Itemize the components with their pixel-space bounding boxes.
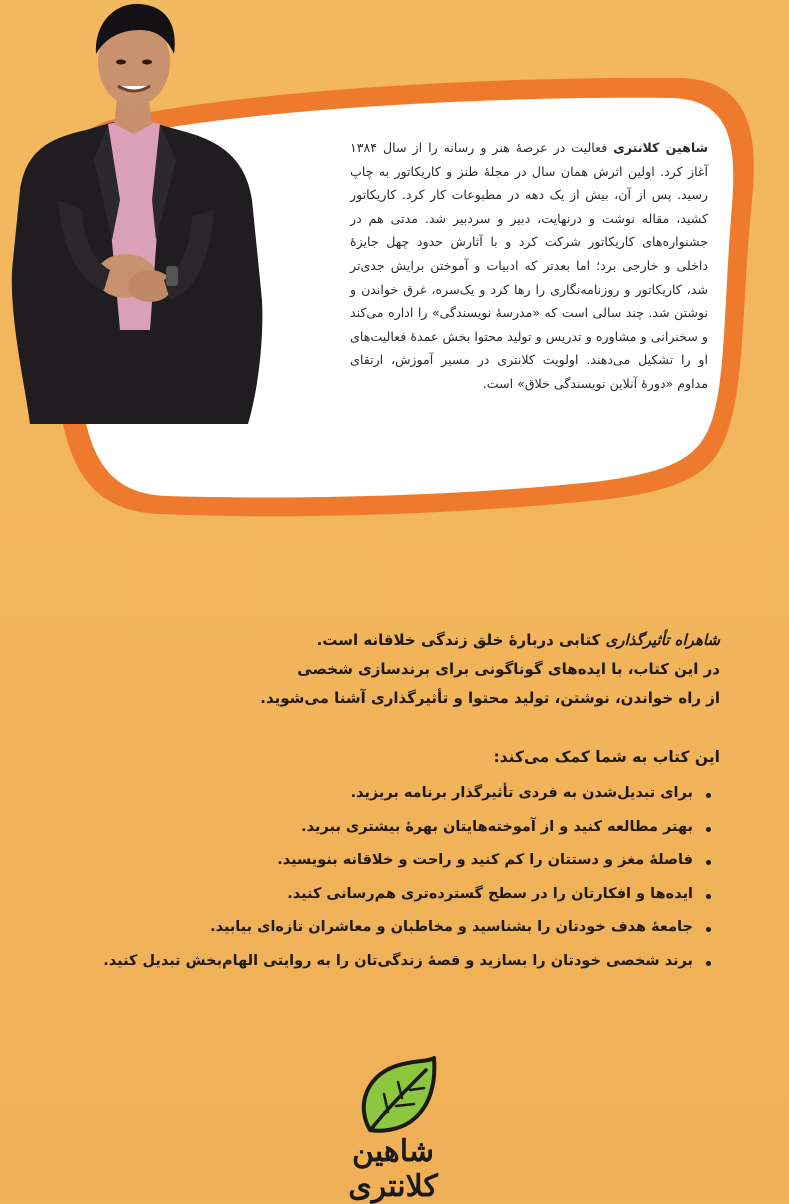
bio-card	[0, 0, 789, 560]
bullet-icon	[706, 793, 711, 798]
description-line-1	[80, 626, 720, 655]
bullet-icon	[706, 961, 711, 966]
author-bio	[350, 136, 708, 396]
list-item	[60, 851, 715, 869]
author-portrait	[0, 0, 270, 424]
list-item-text: جامعهٔ هدف خودتان را بشناسید و مخاطبان و معاشران تازه‌ای بیابید.	[210, 919, 693, 936]
book-description	[80, 626, 720, 713]
list-item	[60, 784, 715, 802]
author-name: شاهین کلانتری	[613, 140, 709, 155]
list-item-text: برند شخصی خودتان را بسازید و قصهٔ زندگی‌تان را به روایتی الهام‌بخش تبدیل کنید.	[103, 952, 693, 969]
list-item-text: ایده‌ها و افکارتان را در سطح گسترده‌تری هم‌رسانی کنید.	[287, 885, 693, 902]
list-item	[60, 918, 715, 936]
bullet-icon	[706, 827, 711, 832]
bullet-icon	[706, 927, 711, 932]
helps-heading: این کتاب به شما کمک می‌کند:	[493, 748, 720, 766]
logo-text: شاهین کلانتری	[348, 1134, 438, 1204]
bullet-icon	[706, 860, 711, 865]
author-bio-body: فعالیت در عرصهٔ هنر و رسانه را از سال ۱۳۸۴ آغاز کرد. اولین اثرش همان سال در مجلهٔ طنز و کاریکاتور به چاپ رسید. پس از آن، بیش از یک دهه در مطبوعات کار کرد. کاریکاتور کشید، مقاله نوشت و درنهایت، دبیر و سردبیر شد. مدتی هم در جشنواره‌های کاریکاتور شرکت کرد و با آثارش حدود چهل جایزهٔ داخلی و خارجی برد؛ اما بعدتر که ادبیات و آموختن برایش جدی‌تر شد، کاریکاتور و روزنامه‌نگاری را رها کرد و یک‌سره، غرق خواندن و نوشتن شد. چند سالی است که «مدرسهٔ نویسندگی» را اداره می‌کند و سخنرانی و مشاوره و تدریس و تولید محتوا بخش عمدهٔ فعالیت‌های او را تشکیل می‌دهند. اولویت کلانتری در مسیر آموزش، ارتقای مداوم «دورهٔ آنلاین نویسندگی خلاق» است.	[350, 140, 708, 391]
description-line-3: از راه خواندن، نوشتن، تولید محتوا و تأثیرگذاری آشنا می‌شوید.	[260, 689, 720, 707]
leaf-icon	[318, 1050, 468, 1140]
book-title: شاهراه تأثیرگذاری	[605, 631, 720, 649]
list-item	[60, 952, 715, 970]
description-line-2: در این کتاب، با ایده‌های گوناگونی برای برندسازی شخصی	[297, 660, 720, 678]
list-item-text: برای تبدیل‌شدن به فردی تأثیرگذار برنامه بریزید.	[350, 785, 693, 801]
description-line-1-rest: کتابی دربارهٔ خلق زندگی خلاقانه است.	[316, 631, 606, 649]
bullet-icon	[706, 894, 711, 899]
helps-list	[60, 784, 715, 986]
list-item-text: فاصلهٔ مغز و دستتان را کم کنید و راحت و خلاقانه بنویسید.	[277, 852, 693, 869]
list-item	[60, 885, 715, 903]
list-item	[60, 818, 715, 836]
list-item-text: بهتر مطالعه کنید و از آموخته‌هایتان بهرهٔ بیشتری ببرید.	[301, 818, 693, 835]
publisher-logo	[318, 1050, 468, 1204]
